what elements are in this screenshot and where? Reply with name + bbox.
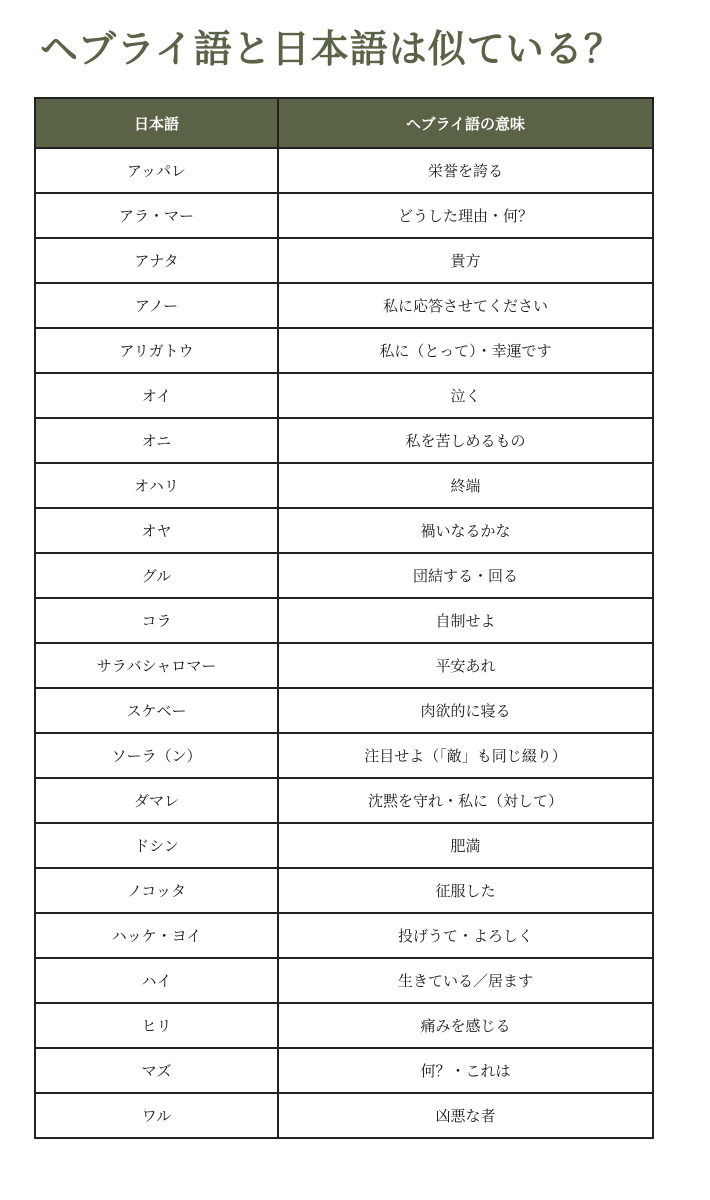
cell-japanese-word: ソーラ（ン）: [35, 733, 278, 778]
table-row: [35, 1093, 653, 1138]
cell-hebrew-meaning: 私を苦しめるもの: [278, 418, 653, 463]
table-row: [35, 598, 653, 643]
table-row: [35, 328, 653, 373]
cell-hebrew-meaning: 投げうて・よろしく: [278, 913, 653, 958]
table-row: [35, 148, 653, 193]
cell-hebrew-meaning: 沈黙を守れ・私に（対して）: [278, 778, 653, 823]
table-row: [35, 868, 653, 913]
cell-japanese-word: アリガトウ: [35, 328, 278, 373]
table-header-row: [35, 98, 653, 148]
cell-japanese-word: サラバシャロマー: [35, 643, 278, 688]
cell-japanese-word: オニ: [35, 418, 278, 463]
table-row: [35, 463, 653, 508]
cell-hebrew-meaning: 泣く: [278, 373, 653, 418]
table-row: [35, 778, 653, 823]
table-row: [35, 733, 653, 778]
table-row: [35, 373, 653, 418]
table-row: [35, 508, 653, 553]
table-row: [35, 283, 653, 328]
table-row: [35, 1048, 653, 1093]
cell-japanese-word: アラ・マー: [35, 193, 278, 238]
cell-japanese-word: アノー: [35, 283, 278, 328]
cell-japanese-word: マズ: [35, 1048, 278, 1093]
table-row: [35, 913, 653, 958]
cell-japanese-word: コラ: [35, 598, 278, 643]
cell-japanese-word: オハリ: [35, 463, 278, 508]
cell-hebrew-meaning: 貴方: [278, 238, 653, 283]
cell-japanese-word: ダマレ: [35, 778, 278, 823]
table-row: [35, 643, 653, 688]
cell-hebrew-meaning: 平安あれ: [278, 643, 653, 688]
cell-hebrew-meaning: どうした理由・何？: [278, 193, 653, 238]
cell-hebrew-meaning: 何？・これは: [278, 1048, 653, 1093]
table-row: [35, 1003, 653, 1048]
cell-japanese-word: ワル: [35, 1093, 278, 1138]
cell-japanese-word: オイ: [35, 373, 278, 418]
cell-hebrew-meaning: 団結する・回る: [278, 553, 653, 598]
cell-japanese-word: ノコッタ: [35, 868, 278, 913]
table-row: [35, 418, 653, 463]
cell-japanese-word: グル: [35, 553, 278, 598]
cell-japanese-word: ヒリ: [35, 1003, 278, 1048]
cell-hebrew-meaning: 私に応答させてください: [278, 283, 653, 328]
table-row: [35, 823, 653, 868]
table-row: [35, 238, 653, 283]
cell-japanese-word: ドシン: [35, 823, 278, 868]
cell-japanese-word: ハイ: [35, 958, 278, 1003]
column-header-japanese: 日本語: [35, 98, 278, 148]
cell-japanese-word: ハッケ・ヨイ: [35, 913, 278, 958]
table-body: [35, 148, 653, 1138]
cell-hebrew-meaning: 肉欲的に寝る: [278, 688, 653, 733]
page-title: ヘブライ語と日本語は似ている？: [40, 27, 623, 71]
cell-hebrew-meaning: 凶悪な者: [278, 1093, 653, 1138]
table-row: [35, 553, 653, 598]
column-header-hebrew-meaning: ヘブライ語の意味: [278, 98, 653, 148]
cell-japanese-word: スケベー: [35, 688, 278, 733]
cell-hebrew-meaning: 注目せよ（「敵」も同じ綴り）: [278, 733, 653, 778]
word-comparison-table: [34, 97, 654, 1139]
table-row: [35, 958, 653, 1003]
cell-japanese-word: オヤ: [35, 508, 278, 553]
cell-hebrew-meaning: 終端: [278, 463, 653, 508]
cell-japanese-word: アナタ: [35, 238, 278, 283]
cell-japanese-word: アッパレ: [35, 148, 278, 193]
cell-hebrew-meaning: 痛みを感じる: [278, 1003, 653, 1048]
cell-hebrew-meaning: 禍いなるかな: [278, 508, 653, 553]
cell-hebrew-meaning: 栄誉を誇る: [278, 148, 653, 193]
table-row: [35, 688, 653, 733]
cell-hebrew-meaning: 自制せよ: [278, 598, 653, 643]
table-row: [35, 193, 653, 238]
cell-hebrew-meaning: 生きている／居ます: [278, 958, 653, 1003]
cell-hebrew-meaning: 征服した: [278, 868, 653, 913]
cell-hebrew-meaning: 私に（とって）・幸運です: [278, 328, 653, 373]
cell-hebrew-meaning: 肥満: [278, 823, 653, 868]
